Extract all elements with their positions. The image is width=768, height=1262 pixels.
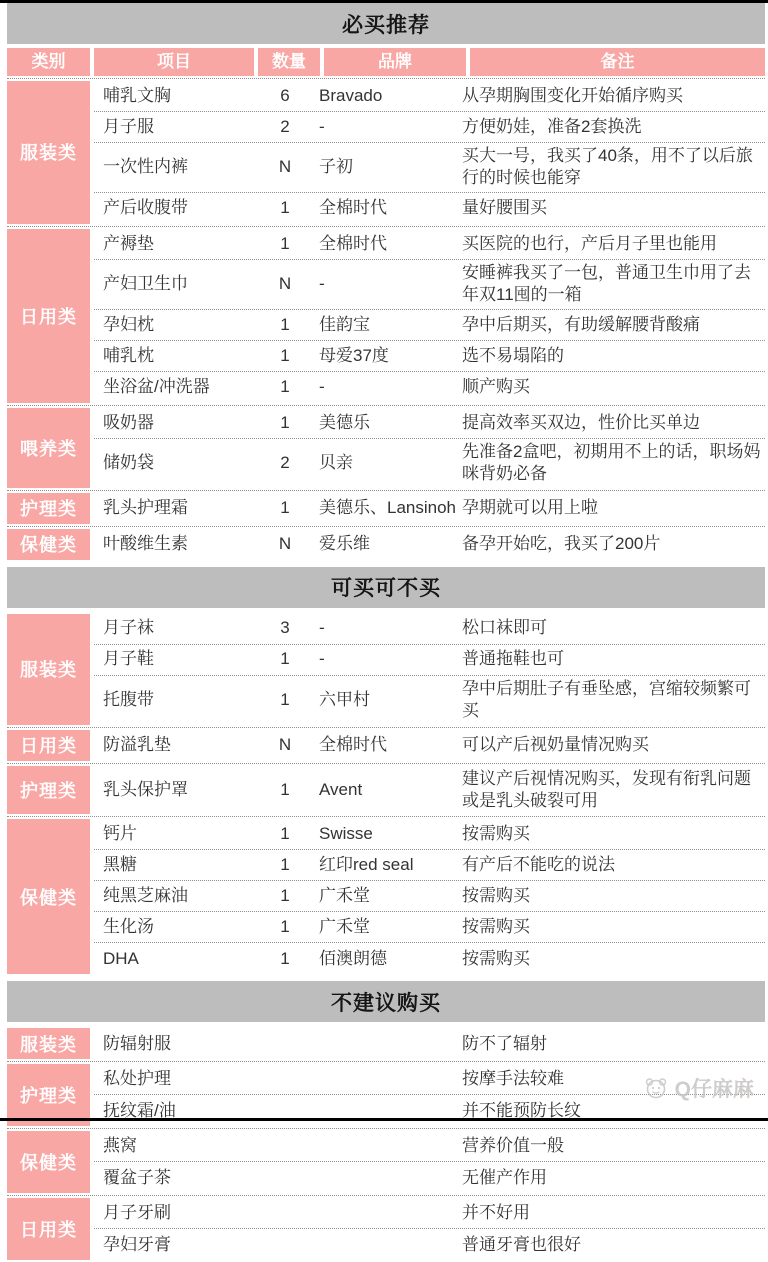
cell-note: 松口袜即可 — [462, 618, 547, 638]
cell-quantity: 3 — [280, 618, 290, 638]
cell-brand: Bravado — [319, 85, 383, 105]
cell-brand: - — [319, 377, 325, 397]
cell-item: 产妇卫生巾 — [103, 274, 188, 294]
cell-item: DHA — [103, 948, 139, 968]
cell-item: 乳头保护罩 — [103, 779, 188, 799]
cell-brand: 红印red seal — [319, 855, 414, 875]
group-rows — [94, 1198, 765, 1260]
cell-note: 按需购买 — [462, 824, 530, 844]
cell-quantity: N — [278, 157, 292, 177]
table-row — [94, 912, 765, 943]
section-title: 必买推荐 — [7, 3, 765, 44]
table-row — [94, 1229, 765, 1260]
cell-quantity: 1 — [280, 779, 290, 799]
table-row — [94, 193, 765, 224]
cell-quantity: 1 — [280, 886, 290, 906]
category-group — [7, 728, 765, 764]
group-rows — [94, 730, 765, 761]
group-rows — [94, 493, 765, 524]
category-group — [7, 406, 765, 491]
cell-note: 建议产后视情况购买，发现有衔乳问题或是乳头破裂可用 — [462, 768, 751, 810]
cell-note: 并不能预防长纹 — [462, 1100, 581, 1120]
category-cell: 日用类 — [7, 229, 90, 403]
cell-quantity: 1 — [280, 233, 290, 253]
cell-quantity: 1 — [280, 377, 290, 397]
cell-quantity: 6 — [280, 85, 290, 105]
group-rows — [94, 1028, 765, 1059]
cell-brand: Avent — [319, 779, 363, 799]
category-cell: 保健类 — [7, 819, 90, 974]
table-row — [94, 730, 765, 761]
cell-note: 无催产作用 — [462, 1167, 547, 1187]
category-group — [7, 491, 765, 527]
category-cell: 服装类 — [7, 1028, 90, 1059]
cell-note: 买医院的也行，产后月子里也能用 — [462, 233, 717, 253]
category-cell: 日用类 — [7, 730, 90, 761]
cell-brand: 全棉时代 — [319, 198, 387, 218]
table-sections — [7, 3, 765, 1262]
cell-quantity: N — [278, 533, 292, 553]
group-rows — [94, 229, 765, 403]
cell-item: 储奶袋 — [103, 452, 154, 472]
table-row — [94, 260, 765, 310]
category-group — [7, 817, 765, 976]
category-group — [7, 764, 765, 818]
cell-brand: 爱乐维 — [319, 533, 370, 553]
table-row — [94, 1064, 765, 1095]
cell-quantity: 1 — [280, 855, 290, 875]
cell-brand: 佳韵宝 — [319, 314, 370, 334]
cell-note: 有产后不能吃的说法 — [462, 855, 615, 875]
group-rows — [94, 81, 765, 224]
cell-note: 买大一号，我买了40条，用不了以后旅行的时候也能穿 — [462, 146, 753, 188]
cell-quantity: 1 — [280, 948, 290, 968]
category-cell: 保健类 — [7, 1131, 90, 1193]
category-cell: 服装类 — [7, 614, 90, 725]
category-cell: 服装类 — [7, 81, 90, 224]
group-rows — [94, 819, 765, 974]
cell-item: 托腹带 — [103, 689, 154, 709]
cell-note: 选不易塌陷的 — [462, 345, 564, 365]
category-group — [7, 612, 765, 728]
cell-note: 备孕开始吃，我买了200片 — [462, 533, 661, 553]
cell-item: 产褥垫 — [103, 233, 154, 253]
cell-item: 防溢乳垫 — [103, 734, 171, 754]
table-row — [94, 676, 765, 725]
table-row — [94, 614, 765, 645]
cell-note: 营养价值一般 — [462, 1136, 564, 1156]
cell-brand: - — [319, 649, 325, 669]
cell-note: 按需购买 — [462, 886, 530, 906]
cell-note: 孕中后期买，有助缓解腰背酸痛 — [462, 314, 700, 334]
cell-item: 月子鞋 — [103, 649, 154, 669]
cell-brand: 全棉时代 — [319, 734, 387, 754]
column-header-row — [7, 48, 765, 79]
cell-brand: 广禾堂 — [319, 917, 370, 937]
cell-note: 普通拖鞋也可 — [462, 649, 564, 669]
section-0 — [7, 3, 765, 562]
cell-item: 燕窝 — [103, 1136, 137, 1156]
section-2 — [7, 981, 765, 1262]
category-group — [7, 1196, 765, 1262]
cell-item: 纯黑芝麻油 — [103, 886, 188, 906]
table-row — [94, 1131, 765, 1162]
group-rows — [94, 408, 765, 488]
cell-quantity: 2 — [280, 452, 290, 472]
category-group — [7, 227, 765, 406]
cell-quantity: 1 — [280, 314, 290, 334]
category-cell: 喂养类 — [7, 408, 90, 488]
cell-quantity: 1 — [280, 649, 290, 669]
category-cell: 护理类 — [7, 493, 90, 524]
cell-item: 覆盆子茶 — [103, 1167, 171, 1187]
cell-item: 吸奶器 — [103, 412, 154, 432]
cell-item: 黑糖 — [103, 855, 137, 875]
column-header-category: 类别 — [7, 48, 90, 76]
table-row — [94, 372, 765, 403]
table-row — [94, 766, 765, 815]
cell-item: 钙片 — [103, 824, 137, 844]
cell-item: 月子牙刷 — [103, 1203, 171, 1223]
cell-item: 生化汤 — [103, 917, 154, 937]
cell-item: 抚纹霜/油 — [103, 1100, 176, 1120]
cell-item: 哺乳枕 — [103, 345, 154, 365]
cell-brand: 子初 — [319, 157, 353, 177]
group-rows — [94, 1131, 765, 1193]
cell-brand: 贝亲 — [319, 452, 353, 472]
group-rows — [94, 766, 765, 815]
column-header-qty: 数量 — [258, 48, 320, 76]
cell-quantity: N — [278, 274, 292, 294]
cell-note: 先准备2盒吧，初期用不上的话，职场妈咪背奶必备 — [462, 441, 761, 484]
cell-note: 顺产购买 — [462, 377, 530, 397]
cell-quantity: N — [278, 734, 292, 754]
table-row — [94, 850, 765, 881]
category-group — [7, 527, 765, 562]
group-rows — [94, 1064, 765, 1126]
cell-note: 提高效率买双边，性价比买单边 — [462, 412, 700, 432]
cell-brand: - — [319, 116, 325, 136]
cell-item: 私处护理 — [103, 1069, 171, 1089]
cell-note: 按需购买 — [462, 917, 530, 937]
table-row — [94, 1095, 765, 1126]
cell-note: 孕中后期肚子有垂坠感，宫缩较频繁可买 — [462, 678, 751, 721]
cell-item: 孕妇牙膏 — [103, 1234, 171, 1254]
cell-item: 一次性内裤 — [103, 157, 188, 177]
cell-note: 可以产后视奶量情况购买 — [462, 734, 649, 754]
watermark-text: Q仔麻麻 — [674, 1078, 754, 1101]
category-cell: 护理类 — [7, 766, 90, 815]
table-row — [94, 943, 765, 974]
cell-note: 按需购买 — [462, 948, 530, 968]
table-row — [94, 310, 765, 341]
table-row — [94, 341, 765, 372]
group-rows — [94, 529, 765, 560]
category-cell: 护理类 — [7, 1064, 90, 1126]
table-row — [94, 881, 765, 912]
category-group — [7, 1026, 765, 1062]
table-row — [94, 408, 765, 439]
category-cell: 日用类 — [7, 1198, 90, 1260]
section-1 — [7, 567, 765, 977]
cell-item: 叶酸维生素 — [103, 533, 188, 553]
cell-item: 乳头护理霜 — [103, 497, 188, 517]
table-row — [94, 81, 765, 112]
cell-brand: 广禾堂 — [319, 886, 370, 906]
cell-note: 量好腰围买 — [462, 198, 547, 218]
category-group — [7, 79, 765, 227]
table-row — [94, 112, 765, 143]
cell-quantity: 1 — [280, 345, 290, 365]
cell-item: 孕妇枕 — [103, 314, 154, 334]
cell-quantity: 1 — [280, 917, 290, 937]
cell-item: 产后收腹带 — [103, 198, 188, 218]
section-title: 不建议购买 — [7, 981, 765, 1022]
table-row — [94, 1028, 765, 1059]
cell-brand: 美德乐、Lansinoh — [319, 497, 457, 517]
cell-item: 月子服 — [103, 116, 154, 136]
category-group — [7, 1062, 765, 1129]
category-cell: 保健类 — [7, 529, 90, 560]
table-row — [94, 439, 765, 488]
cell-note: 安睡裤我买了一包，普通卫生巾用了去年双11囤的一箱 — [462, 262, 751, 305]
table-row — [94, 645, 765, 676]
cell-note: 防不了辐射 — [462, 1033, 547, 1053]
cell-brand: 全棉时代 — [319, 233, 387, 253]
cell-item: 月子袜 — [103, 618, 154, 638]
cell-brand: 佰澳朗德 — [319, 948, 387, 968]
cell-note: 从孕期胸围变化开始循序购买 — [462, 85, 683, 105]
table-row — [94, 529, 765, 560]
column-header-note: 备注 — [470, 48, 765, 76]
column-header-brand: 品牌 — [324, 48, 466, 76]
cell-brand: 美德乐 — [319, 412, 370, 432]
cell-brand: - — [319, 618, 325, 638]
table-row — [94, 229, 765, 260]
column-header-item: 项目 — [94, 48, 254, 76]
group-rows — [94, 614, 765, 725]
cell-note: 孕期就可以用上啦 — [462, 497, 598, 517]
cell-brand: Swisse — [319, 824, 373, 844]
cell-quantity: 1 — [280, 689, 290, 709]
cell-quantity: 1 — [280, 824, 290, 844]
cell-item: 坐浴盆/冲洗器 — [103, 377, 210, 397]
cell-item: 哺乳文胸 — [103, 85, 171, 105]
cell-quantity: 1 — [280, 412, 290, 432]
table-row — [94, 493, 765, 524]
cell-note: 普通牙膏也很好 — [462, 1234, 581, 1254]
cell-quantity: 2 — [280, 116, 290, 136]
cell-brand: 母爱37度 — [319, 345, 389, 365]
section-title: 可买可不买 — [7, 567, 765, 608]
cell-brand: - — [319, 274, 325, 294]
table-row — [94, 143, 765, 193]
cell-note: 并不好用 — [462, 1203, 530, 1223]
table-row — [94, 1162, 765, 1193]
cell-quantity: 1 — [280, 497, 290, 517]
category-group — [7, 1129, 765, 1196]
cell-note: 按摩手法较难 — [462, 1069, 564, 1089]
cell-quantity: 1 — [280, 198, 290, 218]
table-row — [94, 1198, 765, 1229]
cell-brand: 六甲村 — [319, 689, 370, 709]
table-row — [94, 819, 765, 850]
cell-note: 方便奶娃，准备2套换洗 — [462, 116, 642, 136]
cell-item: 防辐射服 — [103, 1033, 171, 1053]
